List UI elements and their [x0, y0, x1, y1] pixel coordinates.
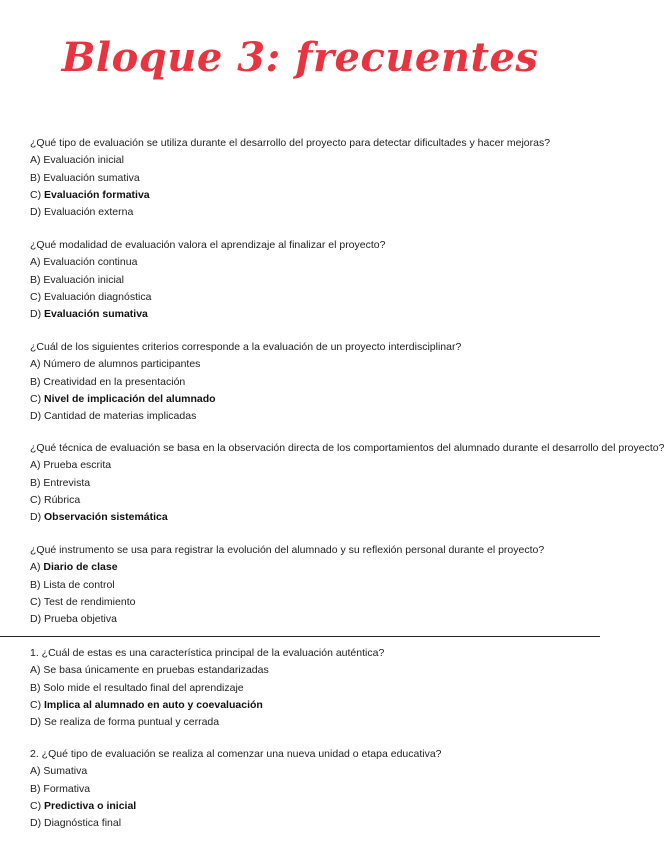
option-letter: A)	[30, 154, 44, 167]
answer-option	[30, 559, 596, 576]
option-text: Evaluación inicial	[43, 273, 124, 286]
option-text: Evaluación continua	[43, 256, 138, 269]
question-text: ¿Qué modalidad de evaluación valora el aprendizaje al finalizar el proyecto?	[30, 239, 386, 251]
option-letter: C)	[30, 188, 44, 201]
option-text: Se basa únicamente en pruebas estandarizadas	[43, 664, 269, 677]
option-text: Observación sistemática	[44, 511, 168, 524]
option-letter: A)	[30, 765, 44, 778]
option-text: Solo mide el resultado final del aprendizaje	[43, 681, 244, 694]
answer-option	[30, 492, 596, 509]
question-block	[30, 746, 596, 832]
option-letter: A)	[30, 256, 44, 269]
answer-option	[30, 356, 596, 373]
question-text: 1. ¿Cuál de estas es una característica principal de la evaluación auténtica?	[30, 647, 385, 659]
answer-option	[30, 306, 596, 323]
option-letter: D)	[30, 410, 44, 423]
question-block	[30, 237, 596, 323]
option-letter: D)	[30, 613, 44, 626]
option-text: Implica al alumnado en auto y coevaluación	[44, 698, 263, 711]
question-text: ¿Cuál de los siguientes criterios corresponde a la evaluación de un proyecto interdisciplinar?	[30, 341, 462, 353]
answer-option	[30, 798, 596, 815]
option-text: Prueba objetiva	[44, 613, 117, 626]
option-letter: D)	[30, 716, 44, 729]
answer-option	[30, 289, 596, 306]
option-text: Formativa	[43, 782, 91, 795]
answer-option	[30, 697, 596, 714]
answer-option	[30, 594, 596, 611]
question-text: ¿Qué instrumento se usa para registrar la evolución del alumnado y su reflexión personal durante el proyecto?	[30, 544, 545, 556]
option-text: Diagnóstica final	[44, 817, 122, 830]
answer-option	[30, 781, 596, 798]
question-text: ¿Qué técnica de evaluación se basa en la observación directa de los comportamientos del alumnado durante el desarrollo del proyecto?	[30, 442, 664, 454]
option-text: Nivel de implicación del alumnado	[44, 392, 216, 405]
option-letter: D)	[30, 817, 44, 830]
question-text: 2. ¿Qué tipo de evaluación se realiza al comenzar una nueva unidad o etapa educativa?	[30, 748, 442, 760]
answer-option	[30, 509, 596, 526]
option-text: Evaluación sumativa	[43, 171, 140, 184]
option-letter: D)	[30, 511, 44, 524]
page-title: Bloque 3: frecuentes	[61, 34, 539, 81]
answer-option	[30, 680, 596, 697]
question-block	[30, 542, 596, 628]
question-block	[30, 440, 664, 526]
answer-option	[30, 272, 596, 289]
option-letter: A)	[30, 664, 44, 677]
answer-option	[30, 662, 596, 679]
option-text: Evaluación sumativa	[44, 308, 148, 321]
option-text: Diario de clase	[43, 561, 118, 574]
option-letter: B)	[30, 171, 44, 184]
option-text: Evaluación inicial	[43, 154, 124, 167]
answer-option	[30, 714, 596, 731]
answer-option	[30, 763, 596, 780]
option-text: Entrevista	[43, 476, 91, 489]
option-text: Predictiva o inicial	[44, 799, 137, 812]
option-text: Test de rendimiento	[43, 595, 136, 608]
option-letter: D)	[30, 308, 44, 321]
option-text: Evaluación formativa	[44, 188, 150, 201]
answer-option	[30, 204, 596, 221]
option-letter: C)	[30, 698, 44, 711]
option-letter: C)	[30, 595, 44, 608]
answer-option	[30, 475, 596, 492]
option-letter: C)	[30, 392, 44, 405]
answer-option	[30, 152, 596, 169]
answer-option	[30, 391, 596, 408]
option-letter: C)	[30, 290, 44, 303]
option-letter: D)	[30, 206, 44, 219]
option-text: Lista de control	[43, 578, 115, 591]
answer-option	[30, 374, 596, 391]
question-text: ¿Qué tipo de evaluación se utiliza durante el desarrollo del proyecto para detectar dificultades y hacer mejoras?	[30, 137, 551, 149]
answer-option	[30, 457, 596, 474]
option-letter: A)	[30, 358, 44, 371]
option-letter: B)	[30, 578, 44, 591]
option-text: Evaluación diagnóstica	[44, 290, 152, 303]
option-text: Creatividad en la presentación	[43, 375, 186, 388]
question-block	[30, 339, 596, 425]
option-letter: B)	[30, 375, 44, 388]
option-letter: C)	[30, 799, 44, 812]
option-letter: B)	[30, 273, 44, 286]
option-text: Evaluación externa	[44, 206, 134, 219]
answer-option	[30, 408, 596, 425]
answer-option	[30, 187, 596, 204]
option-text: Sumativa	[43, 765, 88, 778]
option-text: Se realiza de forma puntual y cerrada	[44, 716, 220, 729]
option-letter: A)	[30, 561, 44, 574]
option-letter: B)	[30, 782, 44, 795]
option-text: Rúbrica	[44, 493, 81, 506]
option-letter: C)	[30, 493, 44, 506]
answer-option	[30, 170, 596, 187]
option-letter: B)	[30, 476, 44, 489]
option-text: Prueba escrita	[43, 459, 112, 472]
answer-option	[30, 254, 596, 271]
option-letter: B)	[30, 681, 44, 694]
answer-option	[30, 577, 596, 594]
section-divider	[0, 636, 600, 637]
question-block	[30, 135, 596, 221]
option-letter: A)	[30, 459, 44, 472]
option-text: Cantidad de materias implicadas	[44, 410, 197, 423]
question-block	[30, 645, 596, 731]
answer-option	[30, 611, 596, 628]
answer-option	[30, 815, 596, 832]
option-text: Número de alumnos participantes	[43, 358, 201, 371]
